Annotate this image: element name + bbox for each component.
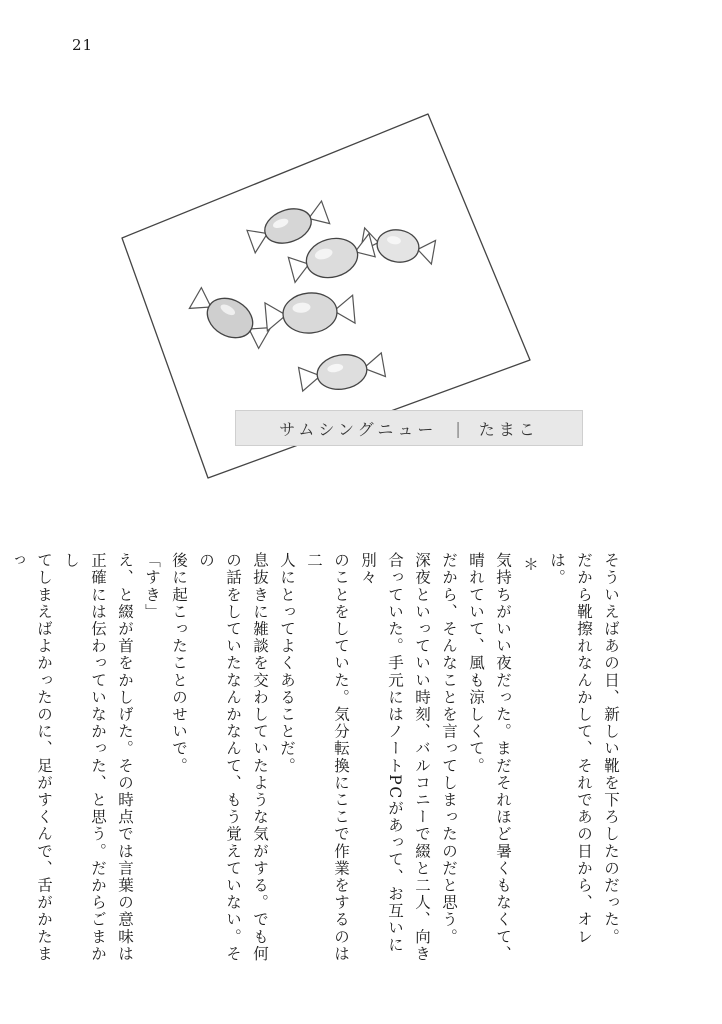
title-separator: | bbox=[455, 418, 461, 438]
text-line: そういえばあの日、新しい靴を下ろしたのだった。 bbox=[602, 552, 620, 946]
text-line: 後に起こったことのせいで。 bbox=[170, 552, 188, 775]
body-text bbox=[8, 552, 624, 972]
text-line: 合っていた。手元にはノートPCがあって、お互いに別々 bbox=[359, 552, 404, 954]
section-break: ＊ bbox=[521, 556, 539, 574]
text-line: 深夜といっていい時刻、バルコニーで綴と二人、向き bbox=[413, 552, 431, 963]
story-title: サムシングニュー bbox=[279, 419, 438, 439]
text-line: 晴れていて、風も涼しくて。 bbox=[467, 552, 485, 775]
text-line: の話をしていたなんかなんて、もう覚えていない。その bbox=[197, 552, 242, 963]
text-line: 人にとってよくあることだ。 bbox=[278, 552, 296, 775]
story-title-bar bbox=[235, 410, 583, 446]
text-line: 息抜きに雑談を交わしていたような気がする。でも何 bbox=[251, 552, 269, 963]
text-line: 気持ちがいい夜だった。まだそれほど暑くもなくて、 bbox=[494, 552, 512, 963]
text-line: 正確には伝わっていなかった、と思う。だからごまかし bbox=[62, 552, 107, 963]
text-line: だから靴擦れなんかして、それであの日から、オレは。 bbox=[548, 552, 593, 946]
text-line: てしまえばよかったのに、足がすくんで、舌がかたまっ bbox=[8, 552, 53, 963]
text-line bbox=[0, 552, 3, 972]
text-line: だから、そんなことを言ってしまったのだと思う。 bbox=[440, 552, 458, 946]
page-number: 21 bbox=[72, 36, 94, 54]
text-line: え、と綴が首をかしげた。その時点では言葉の意味は bbox=[116, 552, 134, 963]
text-line: のことをしていた。気分転換にここで作業をするのは二 bbox=[305, 552, 350, 963]
story-author: たまこ bbox=[478, 419, 539, 439]
text-line: 「すき」 bbox=[143, 552, 161, 621]
